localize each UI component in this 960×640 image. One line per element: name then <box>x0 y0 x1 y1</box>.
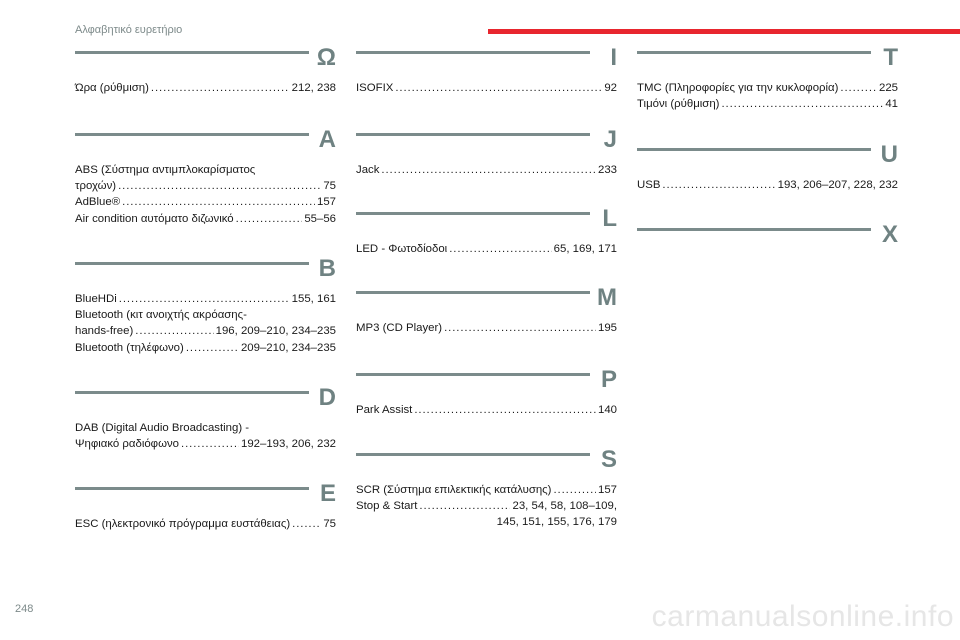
entry-term: Park Assist <box>356 404 413 416</box>
section-entries <box>637 80 898 112</box>
entry-pages: 55–56 <box>304 212 336 225</box>
section-entries <box>75 162 336 227</box>
index-entry <box>75 178 336 194</box>
section-letter: T <box>883 44 898 71</box>
section-letter: J <box>603 126 617 153</box>
dot-leader <box>662 177 775 193</box>
entry-term: ESC (ηλεκτρονικό πρόγραμμα ευστάθειας) <box>75 518 291 530</box>
dot-leader <box>840 80 877 96</box>
dot-leader <box>721 96 883 112</box>
index-entry <box>75 211 336 227</box>
section-divider <box>356 453 590 456</box>
entry-term: Bluetooth (κιτ ανοιχτής ακρόασης- <box>75 309 247 322</box>
section-divider <box>637 228 871 231</box>
entry-term: BlueHDi <box>75 293 117 305</box>
index-entry <box>356 320 617 336</box>
section-divider <box>637 51 871 54</box>
dot-leader <box>395 80 602 96</box>
dot-leader <box>119 291 290 307</box>
entry-term: TMC (Πληροφορίες για την κυκλοφορία) <box>637 82 839 94</box>
section-letter: X <box>881 221 898 248</box>
entry-pages: 212, 238 <box>291 82 336 94</box>
dot-leader <box>444 320 596 336</box>
entry-pages: 75 <box>323 180 336 193</box>
dot-leader <box>118 178 321 194</box>
section-divider <box>356 373 590 376</box>
section-letter: L <box>602 205 617 232</box>
section-divider <box>637 148 871 151</box>
section-letter: A <box>318 126 336 153</box>
section-divider <box>75 487 309 490</box>
section-entries <box>75 420 336 452</box>
dot-leader <box>135 323 213 339</box>
entry-term: Jack <box>356 164 380 176</box>
section-entries <box>356 162 617 178</box>
index-entry <box>75 516 336 532</box>
page-number: 248 <box>15 603 34 615</box>
section-divider <box>75 51 309 54</box>
entry-term: ISOFIX <box>356 82 394 94</box>
index-entry <box>356 482 617 498</box>
entry-pages: 65, 169, 171 <box>553 243 617 255</box>
section-entries <box>356 402 617 418</box>
entry-term: Bluetooth (τηλέφωνο) <box>75 341 184 354</box>
entry-pages: 75 <box>323 518 336 530</box>
section-letter: P <box>600 366 617 393</box>
entry-pages: 233 <box>597 164 617 176</box>
index-entry <box>356 514 617 530</box>
dot-leader <box>381 162 596 178</box>
entry-term: MP3 (CD Player) <box>356 322 443 334</box>
entry-pages: 157 <box>597 484 617 496</box>
dot-leader <box>151 80 290 96</box>
section-divider <box>356 291 590 294</box>
index-entry <box>75 194 336 210</box>
header-accent-bar <box>488 29 960 34</box>
dot-leader <box>292 516 321 532</box>
index-entry <box>75 307 336 323</box>
dot-leader <box>186 340 239 356</box>
index-entry <box>75 323 336 339</box>
watermark: carmanualsonline.info <box>651 600 954 633</box>
section-entries <box>356 482 617 531</box>
entry-pages: 92 <box>604 82 617 94</box>
index-entry <box>356 241 617 257</box>
entry-pages: 195 <box>597 322 617 334</box>
index-entry <box>356 498 617 514</box>
entry-pages: 193, 206–207, 228, 232 <box>777 179 898 191</box>
entry-pages: 192–193, 206, 232 <box>240 438 336 451</box>
section-letter: B <box>318 255 336 282</box>
section-entries <box>75 516 336 532</box>
entry-term: Ψηφιακό ραδιόφωνο <box>75 438 179 451</box>
dot-leader <box>122 194 315 210</box>
entry-term: SCR (Σύστημα επιλεκτικής κατάλυσης) <box>356 484 552 496</box>
section-letter: E <box>319 480 336 507</box>
section-letter: D <box>318 384 336 411</box>
section-divider <box>75 262 309 265</box>
entry-term: ABS (Σύστημα αντιμπλοκαρίσματος <box>75 164 256 176</box>
index-entry <box>637 177 898 193</box>
entry-pages: 145, 151, 155, 176, 179 <box>496 516 617 529</box>
section-entries <box>75 80 336 96</box>
entry-pages: 157 <box>316 196 336 209</box>
running-header: Αλφαβητικό ευρετήριο <box>75 24 183 36</box>
section-entries <box>637 177 898 193</box>
index-entry <box>356 80 617 96</box>
entry-term: Τιμόνι (ρύθμιση) <box>637 98 720 111</box>
dot-leader <box>553 482 596 498</box>
index-entry <box>75 162 336 178</box>
dot-leader <box>181 436 239 452</box>
entry-pages: 23, 54, 58, 108–109, <box>512 500 617 513</box>
index-entry <box>356 162 617 178</box>
dot-leader <box>414 402 596 418</box>
entry-term: Stop & Start <box>356 500 418 513</box>
entry-term: τροχών) <box>75 180 117 193</box>
section-entries <box>356 320 617 336</box>
section-entries <box>356 241 617 257</box>
index-entry <box>75 436 336 452</box>
entry-pages: 41 <box>885 98 898 111</box>
index-entry <box>637 96 898 112</box>
entry-term: Ώρα (ρύθμιση) <box>75 82 149 94</box>
section-divider <box>75 391 309 394</box>
dot-leader <box>419 498 510 514</box>
index-entry <box>356 402 617 418</box>
section-letter: M <box>597 284 617 311</box>
entry-term: USB <box>637 179 661 191</box>
entry-pages: 209–210, 234–235 <box>240 341 336 354</box>
entry-term: Air condition αυτόματο διζωνικό <box>75 212 234 225</box>
section-divider <box>356 51 590 54</box>
index-entry <box>75 340 336 356</box>
entry-pages: 140 <box>597 404 617 416</box>
entry-pages: 196, 209–210, 234–235 <box>215 325 336 338</box>
index-entry <box>75 420 336 436</box>
section-letter: I <box>610 44 617 71</box>
entry-term: hands-free) <box>75 325 134 338</box>
section-letter: Ω <box>316 44 336 71</box>
index-entry <box>75 291 336 307</box>
entry-term: DAB (Digital Audio Broadcasting) - <box>75 422 250 434</box>
section-divider <box>356 212 590 215</box>
index-entry <box>637 80 898 96</box>
dot-leader <box>449 241 551 257</box>
entry-term: AdBlue® <box>75 196 121 209</box>
entry-pages: 155, 161 <box>291 293 336 305</box>
index-entry <box>75 80 336 96</box>
dot-leader <box>236 211 303 227</box>
section-entries <box>356 80 617 96</box>
entry-term: LED - Φωτοδίοδοι <box>356 243 448 255</box>
section-entries <box>75 291 336 356</box>
section-letter: U <box>880 141 898 168</box>
entry-pages: 225 <box>878 82 898 94</box>
section-divider <box>356 133 590 136</box>
section-letter: S <box>600 446 617 473</box>
section-divider <box>75 133 309 136</box>
